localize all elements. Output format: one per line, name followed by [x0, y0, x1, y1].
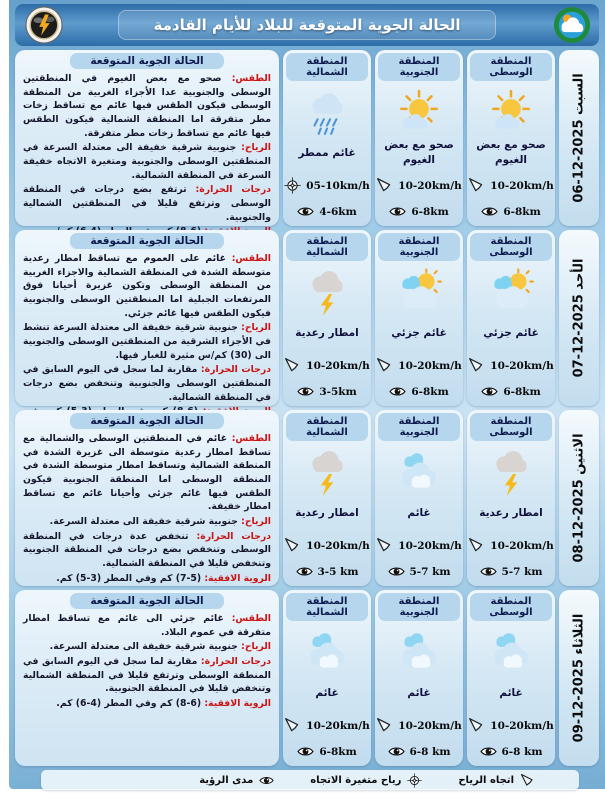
- visibility-value: 6-8km: [411, 205, 449, 218]
- thunderstorm-icon: [302, 448, 352, 498]
- clouds-icon: [486, 628, 536, 678]
- visibility-metric-central: [481, 383, 540, 400]
- visibility-label: الروية الافقية:: [204, 572, 271, 584]
- temperature-paragraph: [23, 530, 271, 571]
- legend-label: اتجاه الرياح: [458, 774, 514, 786]
- page: [9, 0, 605, 789]
- condition-south: صحو مع بعض الغيوم: [384, 139, 454, 166]
- region-header-south: المنطقة الجنوبية: [378, 413, 460, 441]
- eye-icon: [389, 383, 406, 400]
- eye-icon: [297, 383, 314, 400]
- eye-icon: [296, 563, 313, 580]
- wind-metric-central: [468, 357, 553, 374]
- wind-paragraph: [23, 515, 271, 529]
- forecast-details-card: [15, 230, 279, 406]
- forecast-details-title: الحالة الجوية المتوقعة: [70, 53, 224, 69]
- wind-metric-south: [376, 357, 461, 374]
- wind-arrow-icon: [376, 717, 393, 734]
- eye-icon: [481, 203, 498, 220]
- wind-speed: 10-20km/h: [490, 539, 554, 552]
- forecast-days: [15, 50, 599, 766]
- compass-icon: [407, 773, 422, 788]
- region-card-north: [283, 590, 371, 766]
- condition-central: غائم: [499, 686, 523, 699]
- region-header-central: المنطقة الوسطى: [470, 53, 552, 81]
- region-card-south: [375, 410, 463, 586]
- wind-speed: 10-20km/h: [490, 719, 554, 732]
- visibility-value: 6-8km: [503, 385, 541, 398]
- region-card-central: [467, 50, 555, 226]
- wind-metric-south: [376, 537, 461, 554]
- wind-arrow-icon: [284, 537, 301, 554]
- region-header-north: المنطقة الشمالية: [286, 53, 368, 81]
- sun-clouds-icon: [486, 88, 536, 138]
- temperature-paragraph: [23, 655, 271, 696]
- temperature-text: مقاربة لما سجل في اليوم السابق في المنطقتين الوسطى والجنوبية وتنخفض بضع درجات في المنطقة الشمالية.: [23, 364, 271, 403]
- wind-paragraph: [23, 640, 271, 654]
- region-header-south: المنطقة الجنوبية: [378, 233, 460, 261]
- sun-clouds-icon: [394, 88, 444, 138]
- weather-paragraph: [23, 72, 271, 140]
- wind-metric-north: [284, 537, 369, 554]
- region-header-central: المنطقة الوسطى: [470, 233, 552, 261]
- wind-speed: 10-20km/h: [398, 539, 462, 552]
- visibility-metric-south: [389, 383, 448, 400]
- wind-speed: 10-20km/h: [398, 179, 462, 192]
- forecast-details-card: [15, 50, 279, 226]
- legend-bar: [41, 770, 579, 790]
- wind-text: جنوبية شرقية خفيفة الى معتدلة السرعة تنشط في الأجزاء الشرقية من المنطقتين الوسطى والجنوبية الى (30) كم/س مثيرة للغبار فيها.: [23, 322, 271, 361]
- day-row: [15, 410, 599, 586]
- region-header-central: المنطقة الوسطى: [470, 593, 552, 621]
- weather-label: الطقس:: [231, 613, 271, 624]
- wind-speed: 10-20km/h: [306, 539, 370, 552]
- weather-paragraph: [23, 432, 271, 514]
- visibility-value: 6-8 km: [409, 745, 451, 758]
- eye-icon: [389, 203, 406, 220]
- partly-cloudy-icon: [486, 268, 536, 318]
- weather-label: الطقس:: [231, 73, 271, 84]
- forecast-details-card: [15, 410, 279, 586]
- wind-speed: 10-20km/h: [306, 719, 370, 732]
- visibility-metric-south: [388, 743, 451, 760]
- date-tab: [559, 410, 599, 586]
- visibility-metric-south: [389, 203, 448, 220]
- visibility-metric-south: [388, 563, 451, 580]
- condition-south: غائم: [407, 686, 431, 699]
- partly-cloudy-icon: [394, 268, 444, 318]
- legend-label: مدى الرؤية: [199, 774, 254, 786]
- temperature-paragraph: [23, 363, 271, 404]
- wind-arrow-icon: [468, 177, 485, 194]
- eye-icon: [297, 743, 314, 760]
- temperature-paragraph: [23, 183, 271, 224]
- wind-metric-central: [468, 537, 553, 554]
- weather-text: غائم جزئي الى غائم مع تساقط امطار متفرقة في عموم البلاد.: [23, 613, 271, 638]
- date-tab: [559, 590, 599, 766]
- thunderstorm-icon: [486, 448, 536, 498]
- weather-paragraph: [23, 612, 271, 639]
- region-card-central: [467, 410, 555, 586]
- date-tab: [559, 230, 599, 406]
- region-card-central: [467, 230, 555, 406]
- region-header-north: المنطقة الشمالية: [286, 413, 368, 441]
- condition-north: غائم ممطر: [298, 146, 356, 159]
- wind-arrow-icon: [468, 537, 485, 554]
- eye-icon: [480, 563, 497, 580]
- temperature-label: درجات الحرارة:: [195, 184, 271, 196]
- met-agency-logo-icon: [553, 6, 591, 44]
- wind-speed: 05-10km/h: [306, 179, 370, 192]
- wind-metric-north: [284, 357, 369, 374]
- wind-speed: 10-20km/h: [398, 719, 462, 732]
- day-row: [15, 50, 599, 226]
- wind-metric-central: [468, 717, 553, 734]
- temperature-text: مقاربة لما سجل في اليوم السابق في المنطقة الوسطى وترتفع قليلا في المنطقة الشمالية وتنخفض قليلا في المنطقة الجنوبية.: [23, 655, 271, 695]
- day-row: [15, 230, 599, 406]
- region-header-central: المنطقة الوسطى: [470, 413, 552, 441]
- wind-metric-central: [468, 177, 553, 194]
- visibility-text: (6-8) كم وفي المطر (4-6) كم.: [56, 697, 202, 709]
- eye-icon: [297, 203, 314, 220]
- wind-label: الرياح:: [241, 142, 271, 154]
- temperature-text: تنخفض عدة درجات في المنطقة الوسطى وتنخفض بضع درجات في المنطقة الجنوبية وتنخفض قليلا في المنطقة الشمالية.: [23, 530, 271, 569]
- wind-text: جنوبية شرقية خفيفة الى معتدلة السرعة.: [49, 641, 238, 653]
- visibility-value: 5-7 km: [501, 565, 543, 578]
- region-card-south: [375, 50, 463, 226]
- visibility-value: 3-5 km: [317, 565, 359, 578]
- wind-arrow-icon: [376, 537, 393, 554]
- wind-paragraph: [23, 141, 271, 182]
- visibility-metric-central: [480, 743, 543, 760]
- visibility-metric-north: [297, 743, 356, 760]
- forecast-details-title: الحالة الجوية المتوقعة: [70, 413, 224, 429]
- forecast-details-title: الحالة الجوية المتوقعة: [70, 593, 224, 609]
- temperature-label: درجات الحرارة:: [196, 530, 271, 542]
- region-card-north: [283, 410, 371, 586]
- wind-metric-north: [284, 717, 369, 734]
- condition-central: صحو مع بعض الغيوم: [476, 139, 546, 166]
- visibility-value: 6-8km: [411, 385, 449, 398]
- page-title: الحالة الجوية المتوقعة للبلاد للأيام القادمة: [118, 10, 495, 40]
- wind-arrow-icon: [468, 357, 485, 374]
- condition-north: امطار رعدية: [295, 506, 359, 519]
- forecast-details-title: الحالة الجوية المتوقعة: [70, 233, 224, 249]
- clouds-icon: [302, 628, 352, 678]
- header-bar: [15, 4, 599, 46]
- wind-arrow-icon: [284, 357, 301, 374]
- region-header-south: المنطقة الجنوبية: [378, 53, 460, 81]
- weather-label: الطقس:: [231, 433, 271, 444]
- wind-text: جنوبية شرقية خفيفة الى معتدلة السرعة في المنطقتين الوسطى والجنوبية ومتغيرة الاتجاه خفيفة السرعة في المنطقة الشمالية.: [23, 142, 271, 181]
- condition-south: غائم جزئي: [391, 326, 447, 339]
- clouds-icon: [394, 448, 444, 498]
- visibility-metric-central: [481, 203, 540, 220]
- date-tab: [559, 50, 599, 226]
- visibility-metric-north: [297, 383, 356, 400]
- date-label: الأحد 2025-12-07: [571, 258, 587, 378]
- visibility-value: 6-8km: [503, 205, 541, 218]
- date-label: السبت 2025-12-06: [571, 73, 587, 203]
- region-card-central: [467, 590, 555, 766]
- wind-arrow-icon: [520, 773, 535, 788]
- eye-icon: [480, 743, 497, 760]
- legend-item-variable-wind: [310, 773, 422, 788]
- visibility-metric-north: [297, 203, 356, 220]
- legend-item-wind-direction: [458, 773, 535, 788]
- condition-north: غائم: [315, 686, 339, 699]
- condition-central: امطار رعدية: [479, 506, 543, 519]
- visibility-label: الروية الافقية:: [204, 697, 271, 709]
- temperature-label: درجات الحرارة:: [200, 655, 271, 667]
- compass-icon: [284, 177, 301, 194]
- visibility-metric-central: [480, 563, 543, 580]
- condition-north: امطار رعدية: [295, 326, 359, 339]
- condition-south: غائم: [407, 506, 431, 519]
- wind-arrow-icon: [376, 357, 393, 374]
- wind-paragraph: [23, 321, 271, 362]
- wind-text: جنوبية شرقية خفيفة الى معتدلة السرعة.: [49, 515, 238, 527]
- thunderstorm-icon: [302, 268, 352, 318]
- wind-metric-south: [376, 177, 461, 194]
- eye-icon: [481, 383, 498, 400]
- clouds-icon: [394, 628, 444, 678]
- wind-label: الرياح:: [241, 641, 271, 653]
- wind-speed: 10-20km/h: [398, 359, 462, 372]
- region-card-north: [283, 230, 371, 406]
- wind-metric-north: [284, 177, 369, 194]
- weather-paragraph: [23, 252, 271, 320]
- date-label: الاثنين 2025-12-08: [571, 433, 587, 563]
- eye-icon: [388, 563, 405, 580]
- wind-speed: 10-20km/h: [490, 359, 554, 372]
- legend-label: رياح متغيرة الاتجاه: [310, 774, 402, 786]
- eye-icon: [259, 773, 274, 788]
- visibility-value: 4-6km: [319, 205, 357, 218]
- visibility-metric-north: [296, 563, 359, 580]
- met-seal-logo-icon: [25, 6, 63, 44]
- region-card-north: [283, 50, 371, 226]
- visibility-value: 6-8km: [319, 745, 357, 758]
- visibility-text: (5-7) كم وفي المطر (3-5) كم.: [56, 572, 202, 584]
- region-card-south: [375, 590, 463, 766]
- wind-label: الرياح:: [241, 322, 271, 334]
- weather-label: الطقس:: [231, 253, 271, 264]
- weather-text: غائم على العموم مع تساقط امطار رعدية متوسطة الشدة في المنطقة الشمالية والاجزاء الغربية من المنطقة الوسطى وتكون غزيرة أحيانا فوق المرتفعات الجبلية اما المنطقتين الوسطى والجنوبية فيكون الطقس فيها غائم جزئي.: [23, 253, 271, 319]
- forecast-details-card: [15, 590, 279, 766]
- wind-speed: 10-20km/h: [490, 179, 554, 192]
- condition-central: غائم جزئي: [483, 326, 539, 339]
- date-label: الثلاثاء 2025-12-09: [571, 613, 587, 743]
- wind-label: الرياح:: [241, 515, 271, 527]
- visibility-value: 6-8 km: [501, 745, 543, 758]
- visibility-value: 5-7 km: [409, 565, 451, 578]
- wind-speed: 10-20km/h: [306, 359, 370, 372]
- wind-arrow-icon: [376, 177, 393, 194]
- weather-text: غائم في المنطقتين الوسطى والشمالية مع تساقط امطار رعدية متوسطة الى غزيرة الشدة في المنطقة الشمالية وتساقط امطار متوسطة الشدة في المنطقة الوسطى اما المنطقة الجنوبية فيكون الطقس فيها غائم جزئي وأحيانا غائم مع تساقط امطار خفيفة.: [23, 433, 271, 513]
- region-header-north: المنطقة الشمالية: [286, 593, 368, 621]
- region-card-south: [375, 230, 463, 406]
- wind-arrow-icon: [284, 717, 301, 734]
- weather-text: صحو مع بعض الغيوم في المنطقتين الوسطى والجنوبية عدا الأجزاء الغربية من المنطقة الوسطى فيكون الطقس فيها غائم مع تساقط زخات مطر متفرقة اما المنطقة الشمالية فيكون الطقس فيها غائم مع تساقط زخات مطر متفرقة.: [23, 73, 271, 139]
- eye-icon: [388, 743, 405, 760]
- visibility-paragraph: [23, 572, 271, 586]
- legend-item-visibility: [199, 773, 274, 788]
- wind-metric-south: [376, 717, 461, 734]
- visibility-value: 3-5km: [319, 385, 357, 398]
- rain-cloud-icon: [302, 88, 352, 138]
- temperature-text: ترتفع بضع درجات في المنطقة الوسطى وترتفع قليلا في المنطقتين الشمالية والجنوبية.: [23, 184, 271, 223]
- region-header-south: المنطقة الجنوبية: [378, 593, 460, 621]
- visibility-paragraph: [23, 697, 271, 711]
- day-row: [15, 590, 599, 766]
- temperature-label: درجات الحرارة:: [200, 364, 271, 376]
- wind-arrow-icon: [468, 717, 485, 734]
- region-header-north: المنطقة الشمالية: [286, 233, 368, 261]
